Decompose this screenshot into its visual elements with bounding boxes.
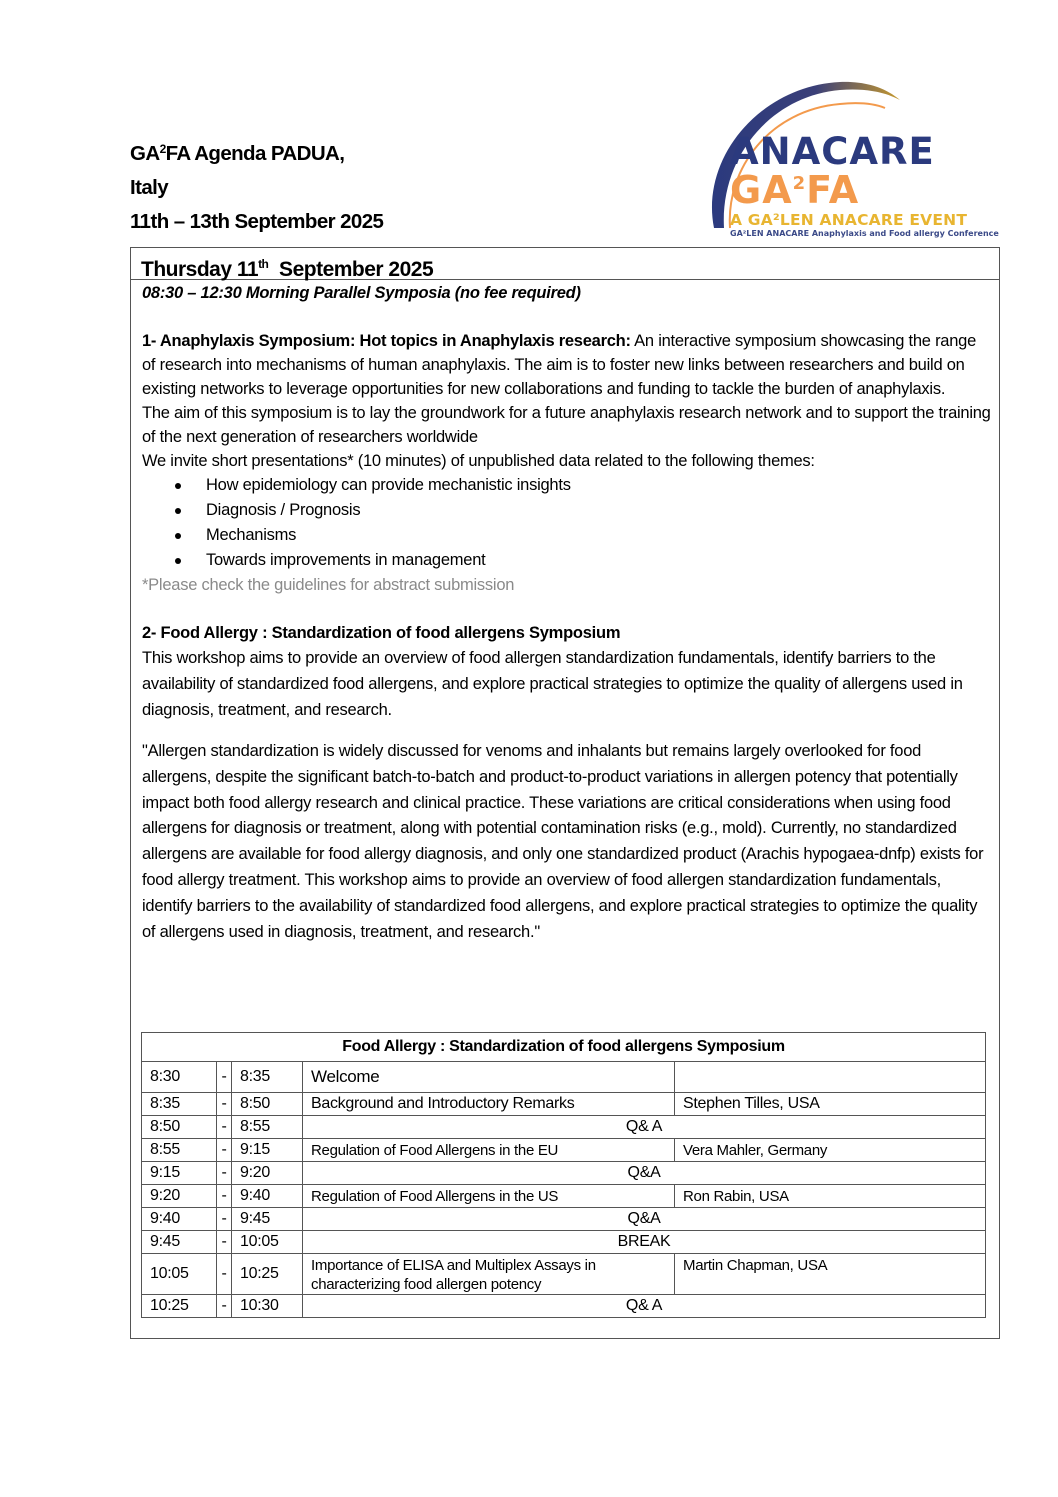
agenda-day-box [130,247,1000,1339]
title-line-1: $GA^2FA$ Agenda PADUA, [130,142,345,165]
break-label: BREAK [303,1231,986,1254]
qa-label: Q& A [303,1295,986,1318]
symposium1-intro: 1- Anaphylaxis Symposium: Hot topics in Anaphylaxis research: An interactive symposium showcasing the range of research into mechanisms of human anaphylaxis. The aim is to foster new links between researchers and build on existing networks to leverage opportunities for new collaborations and funding to tackle the burden of anaphylaxis. [142,332,977,398]
start-time: 8:55 [142,1139,217,1162]
list-item: Diagnosis / Prognosis [142,498,992,523]
anacare-gafa-logo [700,78,999,243]
start-time: 8:50 [142,1116,217,1139]
symposium1-invite: We invite short presentations* (10 minutes) of unpublished data related to the following themes: [142,452,815,470]
bullet-icon [175,533,181,539]
list-item: Towards improvements in management [142,548,992,573]
logo-conference-text: GA²LEN ANACARE Anaphylaxis and Food allergy Conference [730,229,999,238]
table-row [142,1116,986,1139]
session-title: Regulation of Food Allergens in the EU [303,1139,675,1162]
speaker [675,1062,986,1093]
bullet-icon [175,508,181,514]
schedule-header-row [142,1033,986,1062]
end-time: 8:35 [232,1062,303,1093]
symposium1-heading: 1- Anaphylaxis Symposium: Hot topics in Anaphylaxis research: [142,332,631,350]
table-row [142,1062,986,1093]
table-row [142,1185,986,1208]
end-time: 10:25 [232,1254,303,1295]
time-separator: - [217,1295,232,1318]
symposium2-quote: "Allergen standardization is widely discussed for venoms and inhalants but remains largely overlooked for food allergens, despite the significant batch-to-batch and product-to-product variations in allergen potency that potentially impact both food allergy research and clinical practice. These variations are critical considerations when using food allergens for diagnosis or treatment, along with potential contamination risks (e.g., mold). Currently, no standardized allergens are available for food allergy diagnosis, and only one standardized product (Arachis hypogaea-dnfp) exists for food allergy treatment. This workshop aims to provide an overview of food allergen standardization fundamentals, identify barriers to the availability of standardized food allergens, and explore practical strategies to optimize the quality of allergens used in diagnosis, treatment, and research." [142,742,984,941]
symposium1-aim: The aim of this symposium is to lay the groundwork for a future anaphylaxis research network and to support the training of the next generation of researchers worldwide [142,404,991,446]
symposium2-description: This workshop aims to provide an overview of food allergen standardization fundamentals, identify barriers to the availability of standardized food allergens, and explore practical strategies to optimize the quality of allergens used in diagnosis, treatment, and research. [142,649,963,719]
logo-anacare-text: ANACARE [730,130,935,173]
start-time: 9:15 [142,1162,217,1185]
logo-gafa-text: $GA^2FA$ [730,168,860,212]
time-separator: - [217,1116,232,1139]
speaker: Vera Mahler, Germany [675,1139,986,1162]
end-time: 9:40 [232,1185,303,1208]
end-time: 10:30 [232,1295,303,1318]
time-separator: - [217,1208,232,1231]
themes-list [142,473,992,573]
bullet-icon [175,483,181,489]
abstract-guidelines-note: *Please check the guidelines for abstract submission [142,576,515,594]
start-time: 9:45 [142,1231,217,1254]
day-content [142,280,992,945]
end-time: 9:15 [232,1139,303,1162]
title-line-3: 11th – 13th September 2025 [130,210,384,233]
table-row [142,1254,986,1295]
day-heading: Thursday 11th September 2025 [131,248,999,280]
schedule-title: Food Allergy : Standardization of food allergens Symposium [142,1033,986,1062]
bullet-icon [175,558,181,564]
table-row [142,1208,986,1231]
list-item: How epidemiology can provide mechanistic insights [142,473,992,498]
end-time: 9:20 [232,1162,303,1185]
time-separator: - [217,1093,232,1116]
start-time: 10:25 [142,1295,217,1318]
end-time: 8:55 [232,1116,303,1139]
time-separator: - [217,1231,232,1254]
session-title: Regulation of Food Allergens in the US [303,1185,675,1208]
time-separator: - [217,1254,232,1295]
session-title: Background and Introductory Remarks [303,1093,675,1116]
agenda-title [130,132,383,239]
list-item: Mechanisms [142,523,992,548]
qa-label: Q&A [303,1208,986,1231]
title-line-2: Italy [130,176,169,199]
speaker: Ron Rabin, USA [675,1185,986,1208]
session-heading: 08:30 – 12:30 Morning Parallel Symposia (no fee required) [142,284,581,302]
table-row [142,1162,986,1185]
time-separator: - [217,1162,232,1185]
start-time: 9:40 [142,1208,217,1231]
table-row [142,1139,986,1162]
qa-label: Q& A [303,1116,986,1139]
speaker: Martin Chapman, USA [675,1254,986,1295]
session-title: Importance of ELISA and Multiplex Assays in characterizing food allergen potency [303,1254,675,1295]
table-row [142,1295,986,1318]
time-separator: - [217,1139,232,1162]
end-time: 8:50 [232,1093,303,1116]
table-row [142,1093,986,1116]
table-row [142,1231,986,1254]
start-time: 8:35 [142,1093,217,1116]
start-time: 9:20 [142,1185,217,1208]
schedule-table [141,1032,986,1318]
start-time: 8:30 [142,1062,217,1093]
time-separator: - [217,1185,232,1208]
speaker: Stephen Tilles, USA [675,1093,986,1116]
end-time: 10:05 [232,1231,303,1254]
qa-label: Q&A [303,1162,986,1185]
session-title: Welcome [303,1062,675,1093]
start-time: 10:05 [142,1254,217,1295]
symposium2-heading: 2- Food Allergy : Standardization of food allergens Symposium [142,624,621,642]
end-time: 9:45 [232,1208,303,1231]
time-separator: - [217,1062,232,1093]
logo-event-text: A GA²LEN ANACARE EVENT [730,211,968,229]
